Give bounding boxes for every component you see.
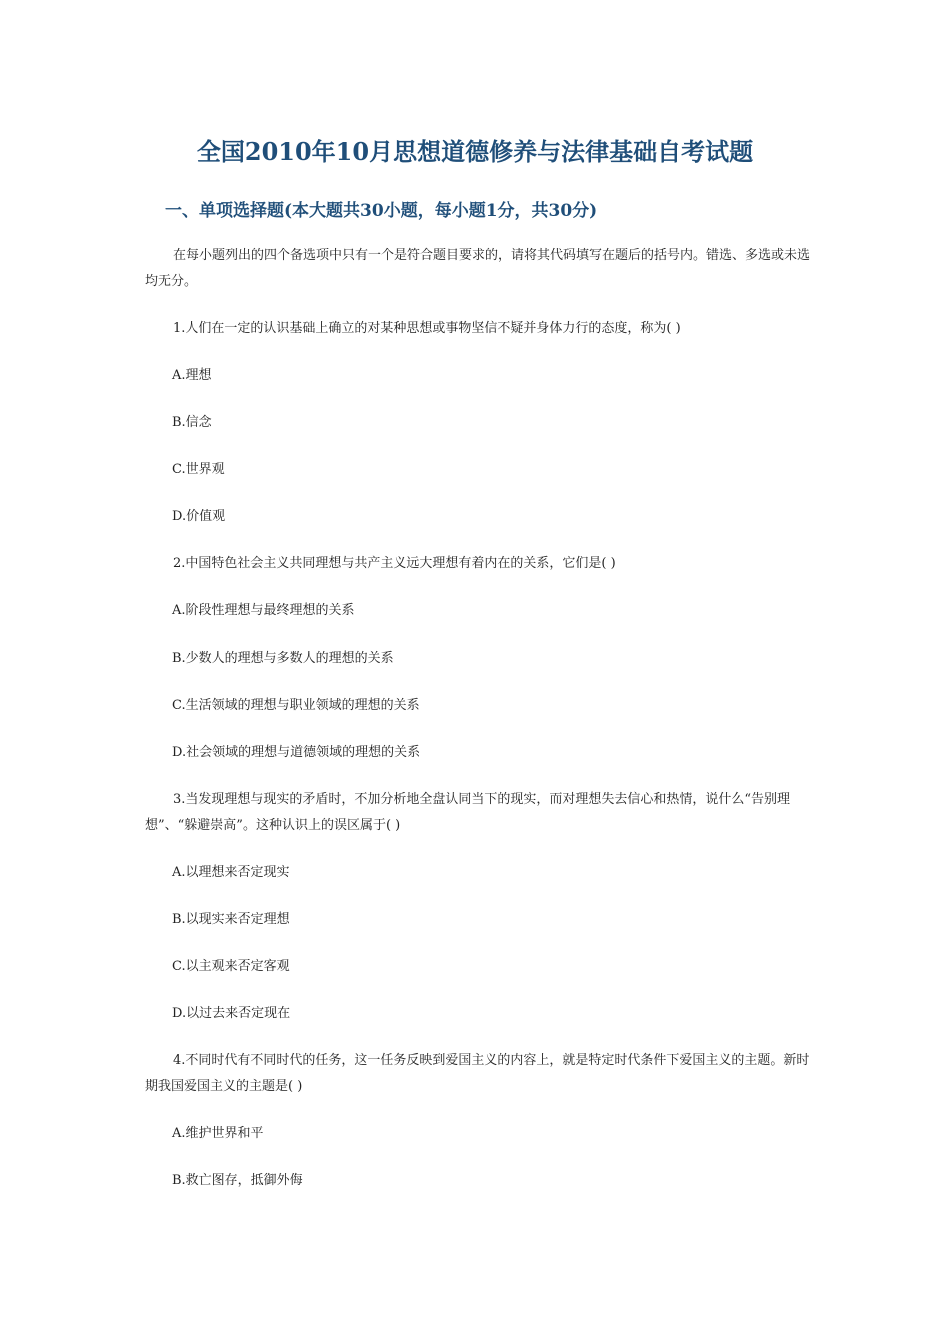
question-2-stem: 2.中国特色社会主义共同理想与共产主义远大理想有着内在的关系，它们是( ) [173,556,616,571]
question-2-option-b: B.少数人的理想与多数人的理想的关系 [172,651,394,666]
section-heading: 一、单项选择题(本大题共30小题，每小题1分，共30分) [165,201,598,221]
question-2-option-a: A.阶段性理想与最终理想的关系 [172,603,355,618]
question-3-option-d: D.以过去来否定现在 [172,1006,291,1021]
page-title: 全国2010年10月思想道德修养与法律基础自考试题 [196,137,754,166]
question-4-option-b: B.救亡图存，抵御外侮 [172,1173,303,1188]
question-1-stem: 1.人们在一定的认识基础上确立的对某种思想或事物坚信不疑并身体力行的态度，称为( ) [173,321,681,336]
question-2-option-c: C.生活领域的理想与职业领域的理想的关系 [172,698,420,713]
question-3-option-a: A.以理想来否定现实 [172,865,290,880]
question-1-option-c: C.世界观 [172,462,225,477]
question-3-stem: 3.当发现理想与现实的矛盾时，不加分析地全盘认同当下的现实，而对理想失去信心和热情，说什么“告别理想”、“躲避崇高”。这种认识上的误区属于( ) [145,792,791,833]
question-3-option-b: B.以现实来否定理想 [172,912,290,927]
question-4-stem: 4.不同时代有不同时代的任务，这一任务反映到爱国主义的内容上，就是特定时代条件下爱国主义的主题。新时期我国爱国主义的主题是( ) [145,1053,810,1094]
question-2-option-d: D.社会领域的理想与道德领域的理想的关系 [172,745,421,760]
question-1-option-d: D.价值观 [172,509,226,524]
question-1-option-a: A.理想 [172,368,212,383]
question-3-option-c: C.以主观来否定客观 [172,959,290,974]
question-1-option-b: B.信念 [172,415,212,430]
instructions: 在每小题列出的四个备选项中只有一个是符合题目要求的，请将其代码填写在题后的括号内。错选、多选或未选均无分。 [145,248,811,289]
question-4-option-a: A.维护世界和平 [172,1126,264,1141]
